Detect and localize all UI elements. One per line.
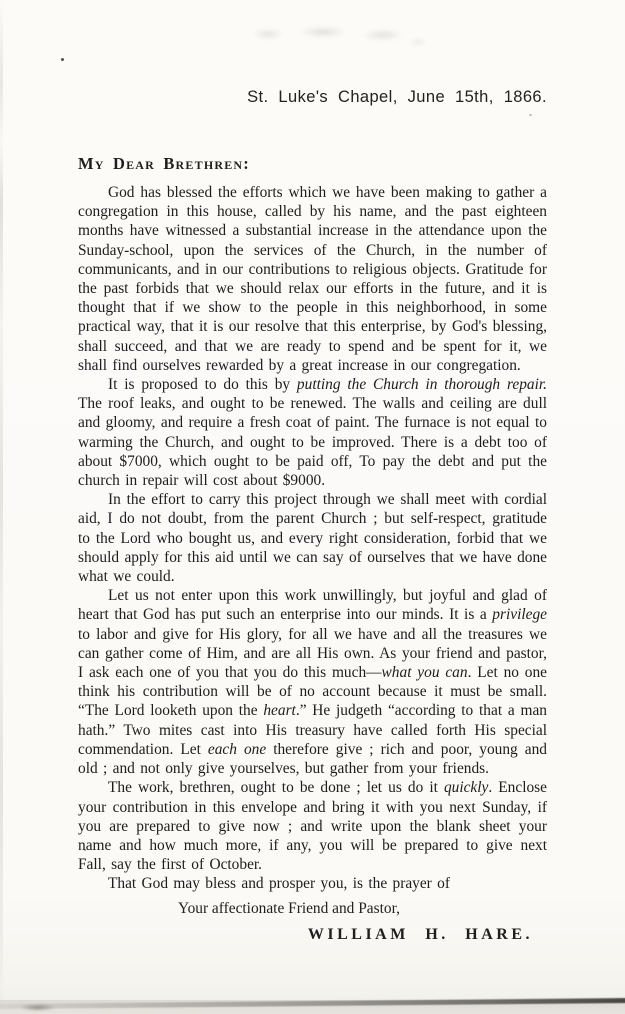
letter-paragraph: It is proposed to do this by putting the Church in thorough repair. The roof leaks, and ought to be renewed. The walls and ceiling are dull and gloomy, and require a fresh coat of paint. The furnace is not equal to warming the Church, and ought to be improved. There is a debt too of about $7000, which ought to be paid off, To pay the debt and put the church in repair will cost about $9000. <box>78 376 547 490</box>
letter-paragraph: The work, brethren, ought to be done ; let us do it quickly. Enclose your contribution in this envelope and bring it with you next Sunday, if you are prepared to give now ; and write upon the blank sheet your name and how much more, if any, you will be prepared to give next Fall, say the first of October. <box>78 779 547 874</box>
signature: WILLIAM H. HARE. <box>307 925 533 943</box>
letter-paragraph: In the effort to carry this project through we shall meet with cordial aid, I do not doubt, from the parent Church ; but self-respect, gratitude to the Lord who bought us, and every right consideration, forbid that we should apply for this aid until we can say of ourselves that we have done what we could. <box>78 491 547 586</box>
page-bottom-smudge <box>14 1003 62 1012</box>
letter-paragraph: That God may bless and prosper you, is the prayer of <box>108 875 450 893</box>
letter-paragraph: God has blessed the efforts which we have been making to gather a congregation in this house, called by his name, and the past eighteen months have witnessed a substantial increase in the attendance upon the Sunday-school, upon the services of the Church, in the number of communicants, and in our contributions to religious objects. Gratitude for the past forbids that we should relax our efforts in the future, and it is thought that if we show to the people in this neighborhood, in some practical way, that it is our resolve that this enterprise, by God's blessing, shall succeed, and that we are ready to spend and be spent for it, we shall find ourselves rewarded by a great increase in our congregation. <box>78 184 547 374</box>
page-left-edge-shadow <box>0 0 3 1014</box>
letter-content <box>78 0 547 944</box>
salutation: My Dear Brethren: <box>78 154 250 173</box>
dateline: St. Luke's Chapel, June 15th, 1866. <box>247 88 547 106</box>
letter-paragraph: Let us not enter upon this work unwillingly, but joyful and glad of heart that God has put such an enterprise into our minds. It is a privilege to labor and give for His glory, for all we have and all the treasures we can gather come of Him, and are all His own. As your friend and pastor, I ask each one of you that you do this much—what you can. Let no one think his contribution will be of no account because it must be small. “The Lord looketh upon the heart.” He judgeth “according to that a man hath.” Two mites cast into His treasury have called forth His special commendation. Let each one therefore give ; rich and poor, young and old ; and not only give yourselves, but gather from your friends. <box>78 587 548 778</box>
scan-speck <box>61 58 64 61</box>
valediction: Your affectionate Friend and Pastor, <box>178 899 400 917</box>
